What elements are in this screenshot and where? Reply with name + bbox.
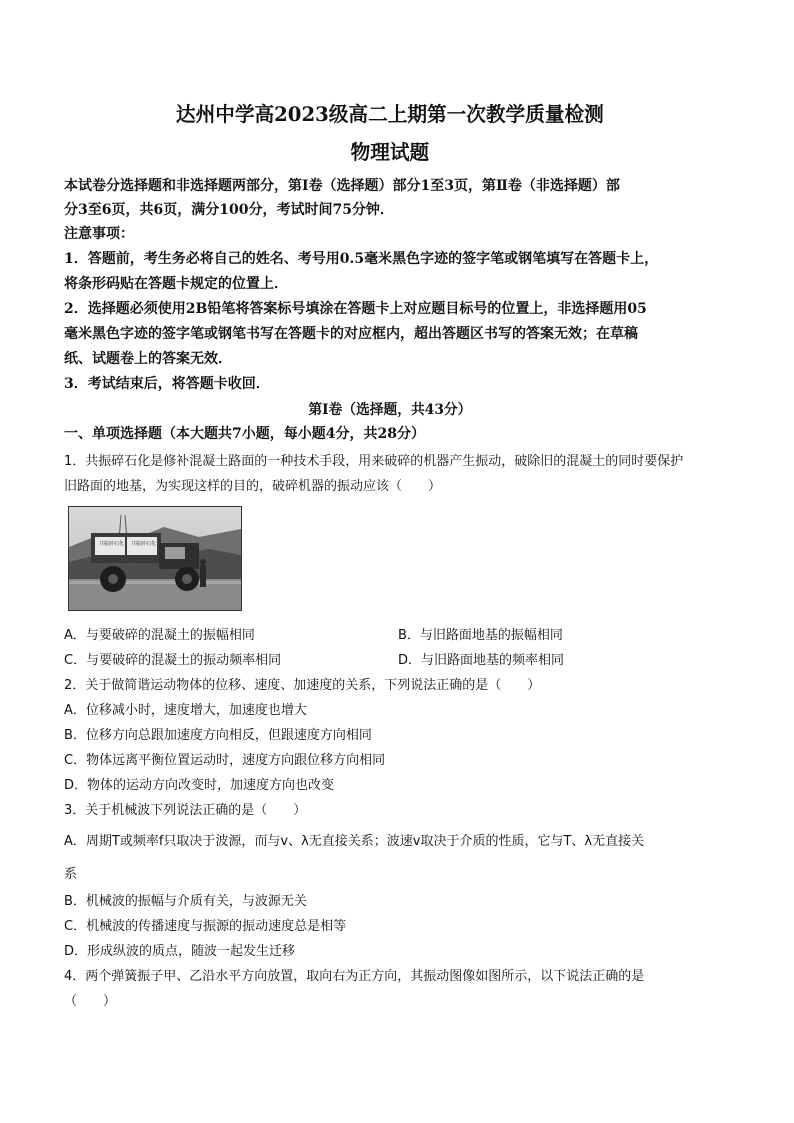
q3-option-a-line-1: A．周期T或频率f只取决于波源，而与v、λ无直接关系；波速v取决于介质的性质，它与T、λ无直接关 [64, 834, 645, 849]
note-3: 3．考试结束后，将答题卡收回． [64, 376, 270, 392]
note-2-line-3: 纸、试题卷上的答案无效． [64, 351, 232, 367]
intro-line-2: 分3至6页，共6页，满分100分，考试时间75分钟． [64, 202, 394, 218]
note-2-line-1: 2．选择题必须使用2B铅笔将答案标号填涂在答题卡上对应题目标号的位置上，非选择题用05 [64, 301, 647, 317]
note-1-line-2: 将条形码贴在答题卡规定的位置上． [64, 276, 288, 292]
page-subtitle: 物理试题 [350, 140, 430, 164]
q2-option-c: C．物体远离平衡位置运动时，速度方向跟位移方向相同 [64, 753, 386, 768]
q4-stem-line-2: （ ） [64, 994, 117, 1009]
q1-option-d: D．与旧路面地基的频率相同 [398, 653, 565, 668]
q4-stem-line-1: 4．两个弹簧振子甲、乙沿水平方向放置，取向右为正方向，其振动图像如图所示，以下说法正确的是 [64, 969, 645, 984]
photo-sign-left: 共振碎石化 [99, 541, 125, 547]
q3-option-c: C．机械波的传播速度与振源的振动速度总是相等 [64, 919, 347, 934]
road-machine-photo-icon [69, 507, 241, 610]
q2-option-d: D．物体的运动方向改变时，加速度方向也改变 [64, 778, 335, 793]
photo-sign-right: 共振碎石化 [131, 541, 157, 547]
q1-option-c: C．与要破碎的混凝土的振动频率相同 [64, 653, 282, 668]
q1-stem-line-2: 旧路面的地基，为实现这样的目的，破碎机器的振动应该（ ） [64, 479, 442, 494]
q1-stem-line-1: 1．共振碎石化是修补混凝土路面的一种技术手段，用来破碎的机器产生振动，破除旧的混凝土的同时要保护 [64, 454, 684, 469]
part-one-title: 第Ⅰ卷（选择题，共43分） [308, 402, 472, 418]
q1-photo [68, 506, 242, 611]
section-heading: 一、单项选择题（本大题共7小题，每小题4分，共28分） [64, 426, 425, 442]
page-title: 达州中学高2023级高二上期第一次教学质量检测 [175, 102, 604, 126]
q3-option-b: B．机械波的振幅与介质有关，与波源无关 [64, 894, 307, 909]
q2-option-b: B．位移方向总跟加速度方向相反，但跟速度方向相同 [64, 728, 372, 743]
q2-stem: 2．关于做简谐运动物体的位移、速度、加速度的关系，下列说法正确的是（ ） [64, 678, 541, 693]
q3-stem: 3．关于机械波下列说法正确的是（ ） [64, 803, 307, 818]
q1-option-b: B．与旧路面地基的振幅相同 [398, 628, 563, 643]
notes-heading: 注意事项： [64, 226, 134, 242]
q3-option-d: D．形成纵波的质点，随波一起发生迁移 [64, 944, 296, 959]
note-1-line-1: 1．答题前，考生务必将自己的姓名、考号用0.5毫米黑色字迹的签字笔或钢笔填写在答题卡上， [64, 251, 659, 267]
q1-option-a: A．与要破碎的混凝土的振幅相同 [64, 628, 255, 643]
q2-option-a: A．位移减小时，速度增大，加速度也增大 [64, 703, 307, 718]
intro-line-1: 本试卷分选择题和非选择题两部分，第Ⅰ卷（选择题）部分1至3页，第Ⅱ卷（非选择题）部 [64, 178, 620, 194]
q3-option-a-line-2: 系 [64, 867, 78, 882]
note-2-line-2: 毫米黑色字迹的签字笔或钢笔书写在答题卡的对应框内，超出答题区书写的答案无效；在草稿 [64, 326, 638, 342]
